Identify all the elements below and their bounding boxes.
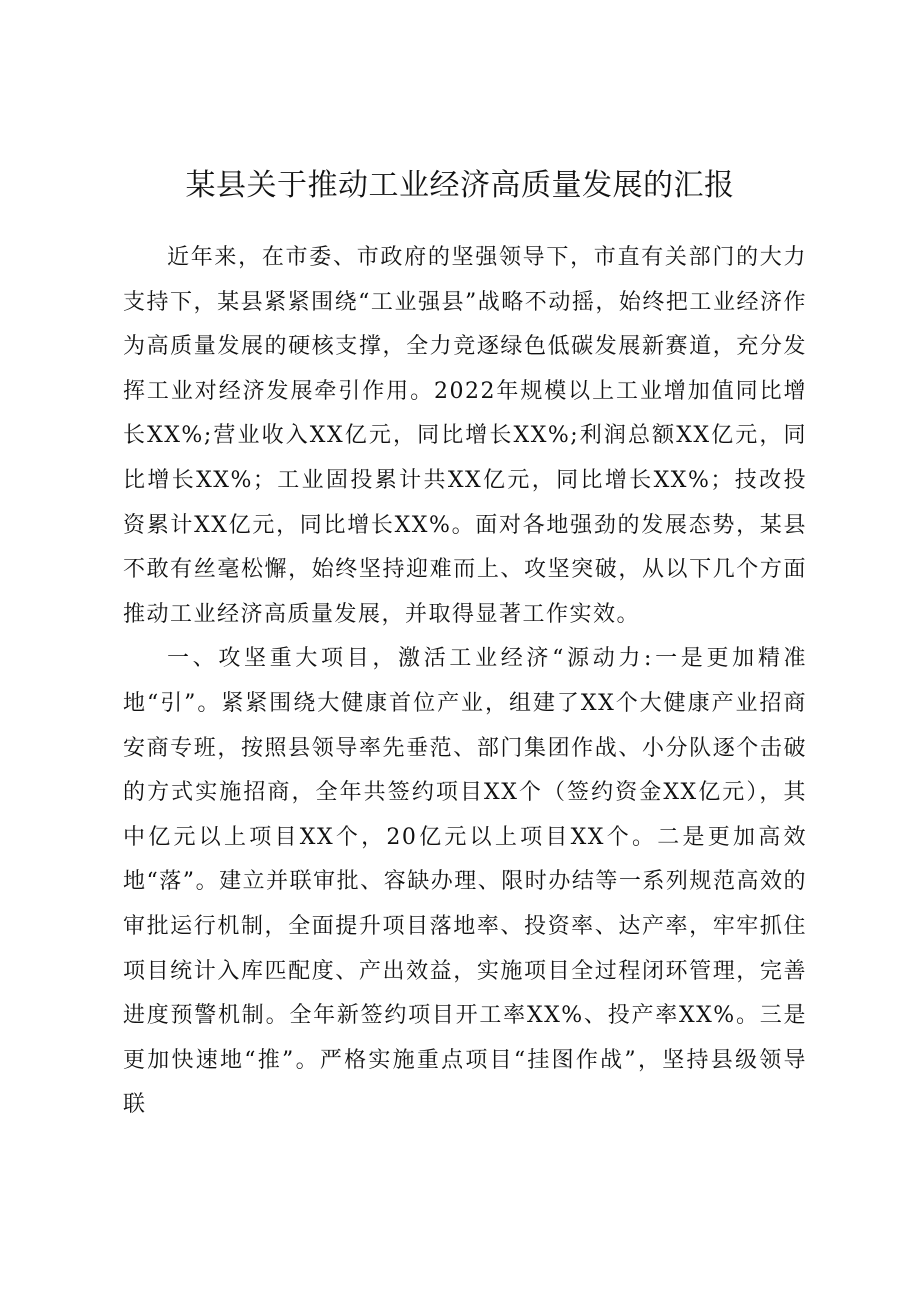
paragraph-intro: 近年来，在市委、市政府的坚强领导下，市直有关部门的大力支持下，某县紧紧围绕“工业强县”战略不动摇，始终把工业经济作为高质量发展的硬核支撑，全力竞逐绿色低碳发展新赛道，充分发挥工业对经济发展牵引作用。2022年规模以上工业增加值同比增长XX%;营业收入XX亿元，同比增长XX%;利润总额XX亿元，同比增长XX%；工业固投累计共XX亿元，同比增长XX%；技改投资累计XX亿元，同比增长XX%。面对各地强劲的发展态势，某县不敢有丝毫松懈，始终坚持迎难而上、攻坚突破，从以下几个方面推动工业经济高质量发展，并取得显著工作实效。 bbox=[123, 245, 807, 627]
document-body bbox=[123, 236, 807, 1128]
document-title: 某县关于推动工业经济高质量发展的汇报 bbox=[185, 168, 735, 203]
paragraph-section-one: 一、攻坚重大项目，激活工业经济“源动力:一是更加精准地“引”。紧紧围绕大健康首位产业，组建了XX个大健康产业招商安商专班，按照县领导率先垂范、部门集团作战、小分队逐个击破的方式实施招商，全年共签约项目XX个（签约资金XX亿元），其中亿元以上项目XX个，20亿元以上项目XX个。二是更加高效地“落”。建立并联审批、容缺办理、限时办结等一系列规范高效的审批运行机制，全面提升项目落地率、投资率、达产率，牢牢抓住项目统计入库匹配度、产出效益，实施项目全过程闭环管理，完善进度预警机制。全年新签约项目开工率XX%、投产率XX%。三是更加快速地“推”。严格实施重点项目“挂图作战”，坚持县级领导联 bbox=[123, 646, 807, 1118]
